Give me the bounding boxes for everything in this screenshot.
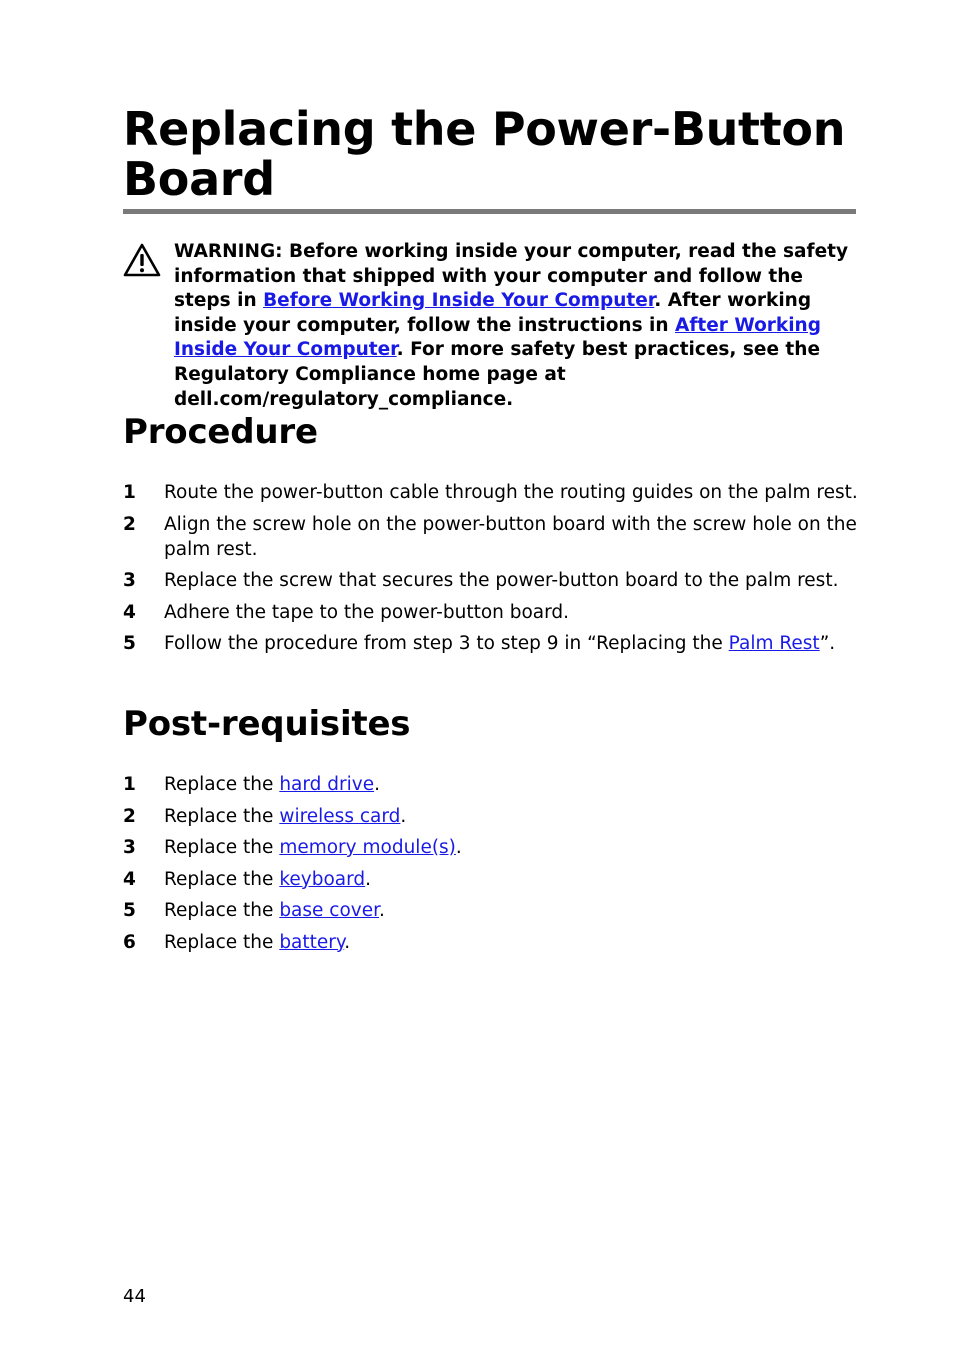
step-number: 2 — [123, 805, 136, 827]
step-number: 1 — [123, 774, 136, 795]
memory-modules-link[interactable]: memory module(s) — [279, 837, 456, 858]
step-text-after: . — [379, 900, 385, 921]
procedure-step — [123, 631, 858, 656]
hard-drive-link[interactable]: hard drive — [279, 774, 375, 795]
title-divider — [123, 209, 856, 214]
step-text-after: ”. — [819, 633, 836, 654]
procedure-step — [123, 480, 858, 505]
step-text: Adhere the tape to the power-button board. — [164, 601, 570, 623]
keyboard-link[interactable]: keyboard — [279, 868, 366, 890]
step-text-before: Replace the — [164, 774, 280, 795]
warning-text-suffix: . For more safety best practices, see the Regulatory Compliance home page at dell.com/regulatory_compliance. — [174, 339, 820, 410]
page-number: 44 — [123, 1286, 146, 1307]
step-number: 5 — [123, 900, 136, 921]
step-number: 2 — [123, 513, 136, 535]
warning-text-middle: . After working inside your computer, follow the instructions in — [174, 290, 812, 336]
procedure-heading: Procedure — [123, 412, 318, 452]
step-number: 1 — [123, 482, 136, 503]
step-text-before: Replace the — [164, 868, 280, 890]
step-text-before: Replace the — [164, 805, 280, 827]
step-number: 6 — [123, 931, 136, 953]
step-text-after: . — [344, 931, 351, 953]
step-text-after: . — [400, 805, 407, 827]
before-working-inside-link[interactable]: Before Working Inside Your Computer — [263, 290, 655, 312]
step-text-after: . — [455, 837, 462, 858]
step-number: 4 — [123, 601, 136, 623]
step-text: Align the screw hole on the power-button board with the screw hole on the palm rest. — [164, 513, 857, 560]
page-title: Replacing the Power-Button Board — [123, 102, 846, 206]
step-text-after: . — [374, 774, 380, 795]
postrequisite-step — [123, 867, 858, 892]
warning-triangle-icon — [123, 243, 161, 277]
step-text: Replace the screw that secures the power-button board to the palm rest. — [164, 570, 839, 591]
step-number: 4 — [123, 868, 136, 890]
base-cover-link[interactable]: base cover — [279, 900, 380, 921]
postrequisite-step — [123, 772, 858, 797]
step-text: Route the power-button cable through the routing guides on the palm rest. — [164, 482, 858, 503]
step-text-after: . — [365, 868, 372, 890]
step-number: 5 — [123, 633, 136, 654]
warning-text-prefix: WARNING: Before working inside your computer, read the safety information that shipped with your computer and follow the steps in — [174, 241, 849, 312]
palm-rest-link[interactable]: Palm Rest — [728, 633, 820, 654]
postrequisite-step — [123, 898, 858, 923]
after-working-inside-link[interactable]: After Working Inside Your Computer — [174, 314, 821, 361]
step-text-before: Replace the — [164, 900, 280, 921]
warning-notice — [174, 240, 854, 412]
postrequisites-heading: Post-requisites — [123, 704, 411, 744]
postrequisite-step — [123, 804, 858, 829]
wireless-card-link[interactable]: wireless card — [279, 805, 401, 827]
step-text-before: Replace the — [164, 837, 280, 858]
procedure-step — [123, 568, 858, 593]
procedure-steps — [123, 480, 858, 663]
step-text-before: Replace the — [164, 931, 280, 953]
procedure-step — [123, 512, 858, 562]
step-number: 3 — [123, 570, 136, 591]
postrequisite-step — [123, 835, 858, 860]
postrequisites-steps — [123, 772, 858, 961]
battery-link[interactable]: battery — [279, 931, 345, 953]
postrequisite-step — [123, 930, 858, 955]
step-number: 3 — [123, 837, 136, 858]
procedure-step — [123, 600, 858, 625]
step-text-before: Follow the procedure from step 3 to step 9 in “Replacing the — [164, 633, 729, 654]
